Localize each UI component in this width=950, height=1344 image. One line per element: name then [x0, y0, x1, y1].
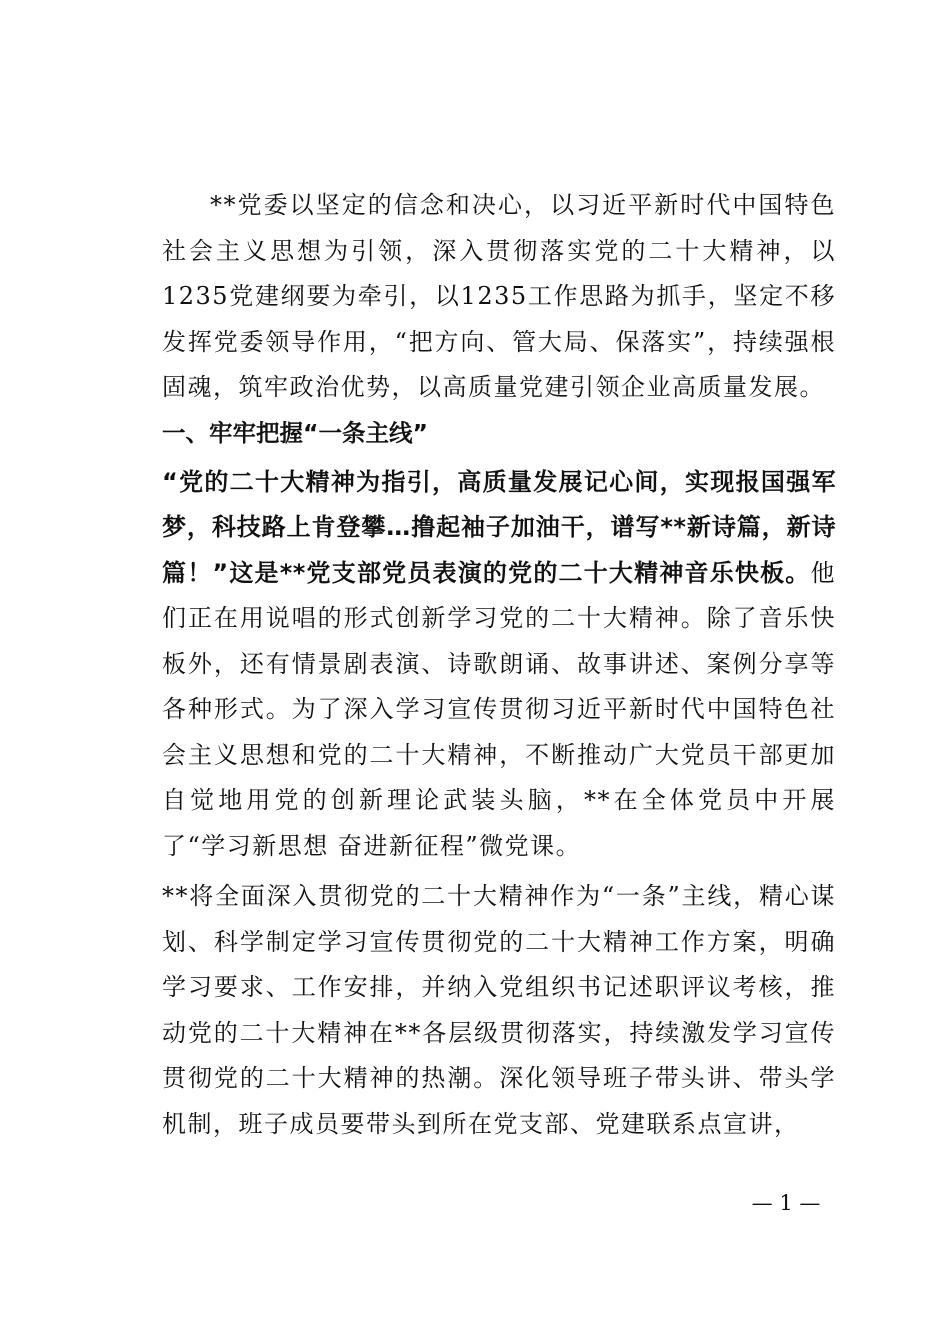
paragraph-quote-body: 他们正在用说唱的形式创新学习党的二十大精神。除了音乐快板外，还有情景剧表演、诗歌朗诵、故事讲述、案例分享等各种形式。为了深入学习宣传贯彻习近平新时代中国特色社会主义思想和党的二十大精神，不断推动广大党员干部更加自觉地用党的创新理论武装头脑，**在全体党员中开展了“学习新思想 奋进新征程”微党课。 — [162, 558, 836, 860]
section-heading: 一、牢牢把握“一条主线” — [162, 418, 428, 447]
paragraph-quote — [162, 460, 836, 870]
paragraph-main-line: **将全面深入贯彻党的二十大精神作为“一条”主线，精心谋划、科学制定学习宣传贯彻党的二十大精神工作方案，明确学习要求、工作安排，并纳入党组织书记述职评议考核，推动党的二十大精神在**各层级贯彻落实，持续激发学习宣传贯彻党的二十大精神的热潮。深化领导班子带头讲、带头学机制，班子成员要带头到所在党支部、党建联系点宣讲， — [162, 882, 836, 1138]
page-number: — 1 — — [751, 1191, 821, 1215]
quote-lead-text: “党的二十大精神为指引，高质量发展记心间，实现报国强军梦，科技路上肯登攀…撸起袖子加油干，谱写**新诗篇，新诗篇！”这是**党支部党员表演的党的二十大精神音乐快板。 — [162, 467, 836, 587]
document-body — [162, 183, 836, 1147]
paragraph-intro: **党委以坚定的信念和决心，以习近平新时代中国特色社会主义思想为引领，深入贯彻落实党的二十大精神，以1235党建纲要为牵引，以1235工作思路为抓手，坚定不移发挥党委领导作用，“把方向、管大局、保落实”，持续强根固魂，筑牢政治优势，以高质量党建引领企业高质量发展。 — [162, 191, 836, 401]
